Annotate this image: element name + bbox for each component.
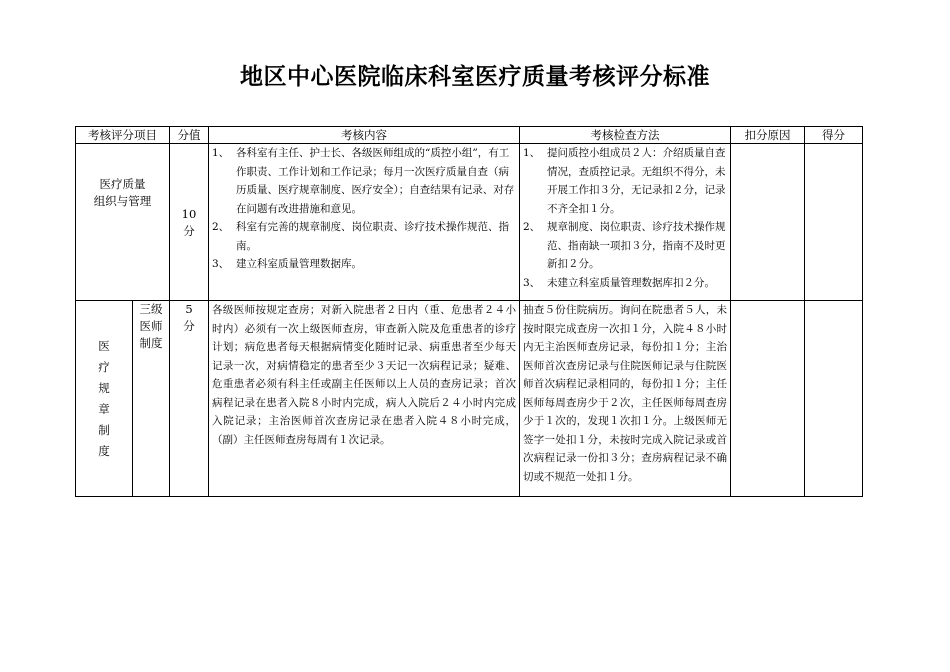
- header-points: 得分: [805, 127, 863, 144]
- table-header-row: [76, 127, 863, 144]
- list-item-text: 各科室有主任、护士长、各级医师组成的“质控小组”，有工作职责、工作计划和工作记录；每月一次医疗质量自查（病历质量、医疗规章制度、医疗安全）；自查结果有记录、对存在问题有改进措施和意见。: [236, 147, 515, 215]
- list-item: [212, 144, 516, 218]
- list-item-number: 3、: [212, 258, 230, 270]
- table-row: [76, 301, 863, 497]
- list-item-text: 提问质控小组成员２人：介绍质量自查情况，查质控记录。无组织不得分，未开展工作扣３分，无记录扣２分，记录不齐全扣１分。: [547, 147, 726, 215]
- header-method: 考核检查方法: [520, 127, 731, 144]
- row-content: [209, 144, 520, 301]
- row-subcategory: 三级 医师 制度: [133, 301, 170, 497]
- row-deduct-reason[interactable]: [731, 301, 805, 497]
- row-points[interactable]: [805, 144, 863, 301]
- list-item: [212, 255, 516, 274]
- list-item-text: 未建立科室质量管理数据库扣２分。: [547, 276, 715, 289]
- page-title: 地区中心医院临床科室医疗质量考核评分标准: [240, 64, 710, 90]
- list-item-text: 建立科室质量管理数据库。: [236, 258, 362, 270]
- row-score: 10 分: [170, 144, 209, 301]
- list-item-number: 3、: [523, 276, 541, 289]
- header-deduct-reason: 扣分原因: [731, 127, 805, 144]
- list-item-text: 科室有完善的规章制度、岗位职责、诊疗技术操作规范、指南。: [236, 221, 509, 252]
- content-list: [212, 144, 516, 274]
- row-deduct-reason[interactable]: [731, 144, 805, 301]
- row-category: 医 疗 规 章 制 度: [76, 301, 133, 497]
- header-content: 考核内容: [209, 127, 520, 144]
- list-item-number: 2、: [212, 221, 230, 233]
- row-category: 医疗质量 组织与管理: [76, 144, 170, 301]
- list-item: [212, 218, 516, 255]
- method-list: [523, 144, 727, 292]
- row-content: 各级医师按规定查房；对新入院患者２日内（重、危患者２４小时内）必须有一次上级医师查房，审查新入院及危重患者的诊疗计划；病危患者每天根据病情变化随时记录、病重患者至少每天记录一次，对病情稳定的患者至少３天记一次病程记录；疑难、危重患者必须有科主任或副主任医师以上人员的查房记录；首次病程记录在患者入院８小时内完成，病人入院后２４小时内完成入院记录；主治医师首次查房记录在患者入院４８小时完成，（副）主任医师查房每周有１次记录。: [209, 301, 520, 497]
- list-item: [523, 218, 727, 274]
- list-item: [523, 144, 727, 218]
- list-item-text: 规章制度、岗位职责、诊疗技术操作规范、指南缺一项扣３分，指南不及时更新扣２分。: [547, 221, 726, 270]
- list-item-number: 1、: [212, 147, 230, 159]
- list-item-number: 2、: [523, 221, 541, 233]
- list-item: [523, 274, 727, 293]
- header-item: 考核评分项目: [76, 127, 170, 144]
- assessment-table: [75, 126, 863, 497]
- row-points[interactable]: [805, 301, 863, 497]
- table-row: [76, 144, 863, 301]
- row-method: [520, 144, 731, 301]
- row-score: 5 分: [170, 301, 209, 497]
- header-score: 分值: [170, 127, 209, 144]
- list-item-number: 1、: [523, 147, 541, 159]
- row-method: 抽查５份住院病历。询问在院患者５人，未按时限完成查房一次扣１分，入院４８小时内无主治医师查房记录，每份扣１分；主治医师首次查房记录与住院医师记录与住院医师首次病程记录相同的，每份扣１分；主任医师每周查房少于２次，主任医师每周查房少于１次的，发现１次扣１分。上级医师无签字一处扣１分，未按时完成入院记录或首次病程记录一份扣３分；查房病程记录不确切或不规范一处扣１分。: [520, 301, 731, 497]
